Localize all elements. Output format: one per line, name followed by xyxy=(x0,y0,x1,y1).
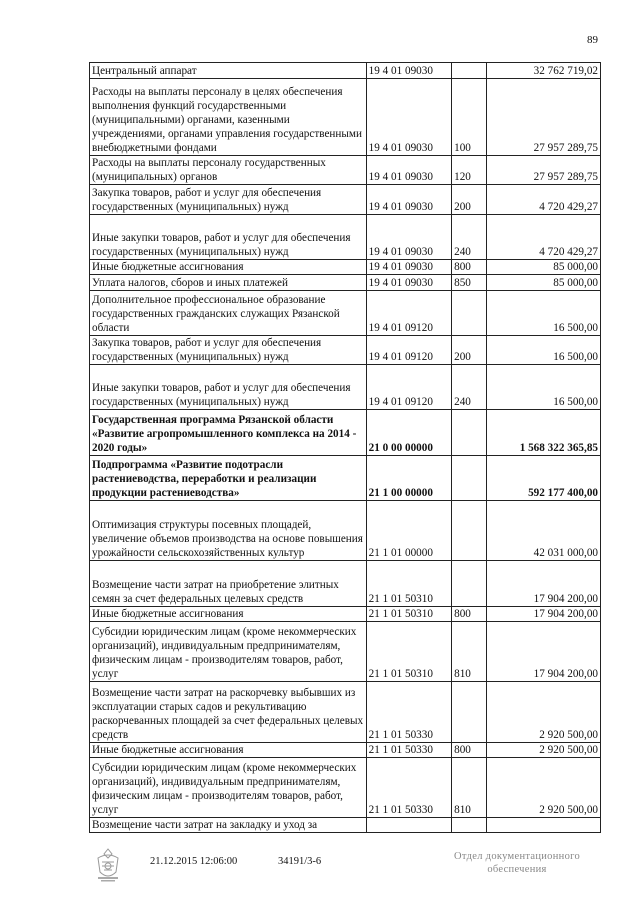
row-sum-cell: 2 920 500,00 xyxy=(487,682,601,743)
row-sum-cell xyxy=(487,818,601,833)
row-sum-cell: 16 500,00 xyxy=(487,365,601,410)
table-row xyxy=(90,607,601,622)
row-name-cell: Расходы на выплаты персоналу в целях обеспечения выполнения функций государственными (муниципальными) органами, казенными учреждениями, органами управления государственными внебюджетными фондами xyxy=(90,79,367,156)
row-sum-cell: 27 957 289,75 xyxy=(487,79,601,156)
row-name-cell: Закупка товаров, работ и услуг для обеспечения государственных (муниципальных) нужд xyxy=(90,185,367,215)
row-name-cell: Иные закупки товаров, работ и услуг для обеспечения государственных (муниципальных) нужд xyxy=(90,365,367,410)
row-sum-cell: 1 568 322 365,85 xyxy=(487,410,601,456)
row-sum-cell: 27 957 289,75 xyxy=(487,156,601,185)
row-name-cell: Иные бюджетные ассигнования xyxy=(90,607,367,622)
row-type-cell: 240 xyxy=(452,215,487,260)
row-sum-cell: 2 920 500,00 xyxy=(487,758,601,818)
table-row xyxy=(90,185,601,215)
table-row xyxy=(90,682,601,743)
row-code-cell: 19 4 01 09030 xyxy=(366,275,452,291)
footer-reg-number: 34191/3-6 xyxy=(278,856,322,867)
table-row xyxy=(90,336,601,365)
row-name-cell: Расходы на выплаты персоналу государственных (муниципальных) органов xyxy=(90,156,367,185)
table-row xyxy=(90,758,601,818)
row-code-cell: 19 4 01 09030 xyxy=(366,185,452,215)
table-row xyxy=(90,410,601,456)
row-name-cell: Подпрограмма «Развитие подотрасли растениеводства, переработки и реализации продукции растениеводства» xyxy=(90,456,367,501)
table-row xyxy=(90,215,601,260)
row-type-cell: 120 xyxy=(452,156,487,185)
row-code-cell: 21 1 00 00000 xyxy=(366,456,452,501)
row-code-cell: 21 1 01 50310 xyxy=(366,607,452,622)
row-type-cell xyxy=(452,456,487,501)
row-code-cell: 19 4 01 09030 xyxy=(366,79,452,156)
budget-table-body xyxy=(90,63,601,833)
row-sum-cell: 2 920 500,00 xyxy=(487,743,601,758)
row-code-cell: 21 1 01 00000 xyxy=(366,501,452,561)
row-name-cell: Возмещение части затрат на раскорчевку выбывших из эксплуатации старых садов и рекультивацию раскорчеванных площадей за счет федеральных целевых средств xyxy=(90,682,367,743)
row-name-cell: Иные закупки товаров, работ и услуг для обеспечения государственных (муниципальных) нужд xyxy=(90,215,367,260)
table-row xyxy=(90,501,601,561)
row-type-cell: 800 xyxy=(452,743,487,758)
row-code-cell: 19 4 01 09120 xyxy=(366,336,452,365)
table-row xyxy=(90,365,601,410)
row-sum-cell: 16 500,00 xyxy=(487,291,601,336)
row-name-cell: Государственная программа Рязанской области «Развитие агропромышленного комплекса на 2014 - 2020 годы» xyxy=(90,410,367,456)
row-type-cell xyxy=(452,501,487,561)
row-type-cell xyxy=(452,561,487,607)
row-code-cell: 19 4 01 09030 xyxy=(366,156,452,185)
table-row xyxy=(90,63,601,79)
row-sum-cell: 85 000,00 xyxy=(487,275,601,291)
coat-of-arms-icon xyxy=(92,846,124,884)
row-sum-cell: 16 500,00 xyxy=(487,336,601,365)
row-name-cell: Иные бюджетные ассигнования xyxy=(90,260,367,275)
footer-datetime: 21.12.2015 12:06:00 xyxy=(150,856,238,867)
row-name-cell: Центральный аппарат xyxy=(90,63,367,79)
stamp-line-2: обеспечения xyxy=(487,864,547,875)
row-sum-cell: 17 904 200,00 xyxy=(487,607,601,622)
row-code-cell: 19 4 01 09030 xyxy=(366,63,452,79)
row-type-cell xyxy=(452,682,487,743)
row-sum-cell: 4 720 429,27 xyxy=(487,185,601,215)
row-sum-cell: 17 904 200,00 xyxy=(487,622,601,682)
page-footer xyxy=(0,850,640,890)
table-row xyxy=(90,275,601,291)
row-type-cell: 800 xyxy=(452,607,487,622)
row-sum-cell: 32 762 719,02 xyxy=(487,63,601,79)
row-type-cell: 100 xyxy=(452,79,487,156)
row-sum-cell: 592 177 400,00 xyxy=(487,456,601,501)
table-row xyxy=(90,156,601,185)
row-type-cell: 810 xyxy=(452,758,487,818)
row-code-cell xyxy=(366,818,452,833)
row-code-cell: 21 1 01 50330 xyxy=(366,682,452,743)
table-row xyxy=(90,291,601,336)
row-type-cell: 200 xyxy=(452,185,487,215)
row-type-cell: 810 xyxy=(452,622,487,682)
row-type-cell: 800 xyxy=(452,260,487,275)
row-type-cell: 850 xyxy=(452,275,487,291)
row-sum-cell: 42 031 000,00 xyxy=(487,501,601,561)
row-code-cell: 21 1 01 50310 xyxy=(366,622,452,682)
row-code-cell: 21 0 00 00000 xyxy=(366,410,452,456)
row-type-cell: 240 xyxy=(452,365,487,410)
row-type-cell: 200 xyxy=(452,336,487,365)
table-row xyxy=(90,561,601,607)
row-code-cell: 21 1 01 50330 xyxy=(366,758,452,818)
row-name-cell: Дополнительное профессиональное образование государственных гражданских служащих Рязанской области xyxy=(90,291,367,336)
row-name-cell: Оптимизация структуры посевных площадей, увеличение объемов производства на основе повышения урожайности сельскохозяйственных культур xyxy=(90,501,367,561)
stamp-line-1: Отдел документационного xyxy=(453,851,581,862)
table-row xyxy=(90,818,601,833)
table-row xyxy=(90,743,601,758)
row-name-cell: Закупка товаров, работ и услуг для обеспечения государственных (муниципальных) нужд xyxy=(90,336,367,365)
table-row xyxy=(90,622,601,682)
row-type-cell xyxy=(452,63,487,79)
row-code-cell: 21 1 01 50310 xyxy=(366,561,452,607)
row-code-cell: 19 4 01 09030 xyxy=(366,260,452,275)
row-type-cell xyxy=(452,410,487,456)
row-sum-cell: 17 904 200,00 xyxy=(487,561,601,607)
row-name-cell: Иные бюджетные ассигнования xyxy=(90,743,367,758)
row-name-cell: Субсидии юридическим лицам (кроме некоммерческих организаций), индивидуальным предпринимателям, физическим лицам - производителям товаров, работ, услуг xyxy=(90,622,367,682)
budget-table xyxy=(89,62,601,833)
row-name-cell: Возмещение части затрат на закладку и уход за xyxy=(90,818,367,833)
row-name-cell: Возмещение части затрат на приобретение элитных семян за счет федеральных целевых средств xyxy=(90,561,367,607)
row-code-cell: 19 4 01 09120 xyxy=(366,291,452,336)
row-sum-cell: 85 000,00 xyxy=(487,260,601,275)
row-code-cell: 19 4 01 09120 xyxy=(366,365,452,410)
row-name-cell: Субсидии юридическим лицам (кроме некоммерческих организаций), индивидуальным предпринимателям, физическим лицам - производителям товаров, работ, услуг xyxy=(90,758,367,818)
department-stamp xyxy=(442,850,592,876)
row-code-cell: 19 4 01 09030 xyxy=(366,215,452,260)
row-type-cell xyxy=(452,291,487,336)
table-row xyxy=(90,260,601,275)
table-row xyxy=(90,79,601,156)
row-code-cell: 21 1 01 50330 xyxy=(366,743,452,758)
page-number: 89 xyxy=(587,34,598,46)
table-row xyxy=(90,456,601,501)
row-name-cell: Уплата налогов, сборов и иных платежей xyxy=(90,275,367,291)
row-type-cell xyxy=(452,818,487,833)
row-sum-cell: 4 720 429,27 xyxy=(487,215,601,260)
